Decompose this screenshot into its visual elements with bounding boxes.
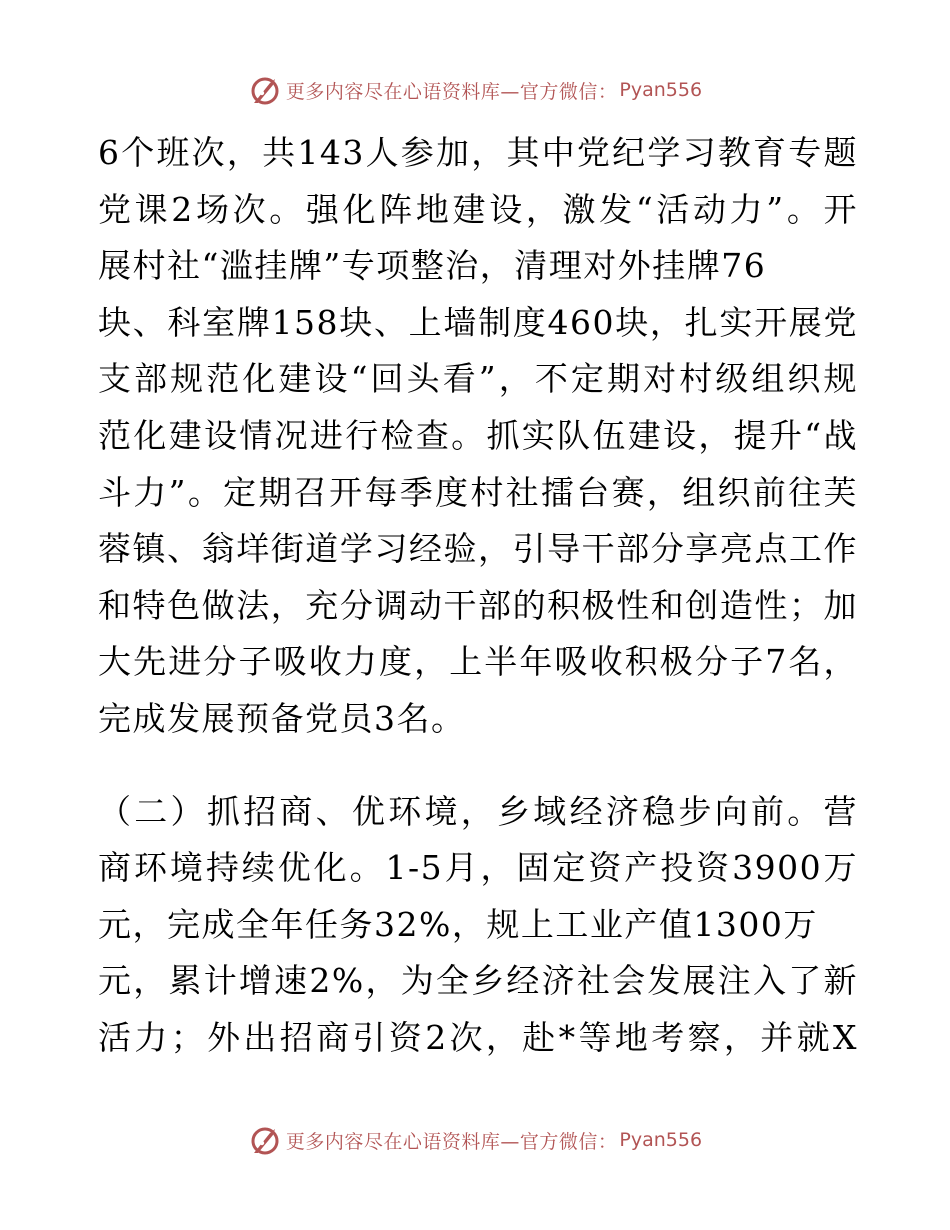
text-line: 完成发展预备党员3名。: [98, 698, 466, 738]
text-line: 党课2场次。强化阵地建设，激发“活动力”。开: [98, 189, 858, 229]
text-line: 和特色做法，充分调动干部的积极性和创造性；加: [98, 585, 858, 625]
text-line: 块、科室牌158块、上墙制度460块，扎实开展党: [98, 302, 858, 342]
text-line: 大先进分子吸收力度，上半年吸收积极分子7名，: [98, 642, 858, 682]
text-line: 支部规范化建设“回头看”，不定期对村级组织规: [98, 359, 858, 399]
text-line: 元，完成全年任务32%，规上工业产值1300万: [98, 904, 818, 944]
text-line: 展村社“滥挂牌”专项整治，清理对外挂牌76: [98, 246, 767, 286]
text-line: 元，累计增速2%，为全乡经济社会发展注入了新: [98, 961, 858, 1001]
pen-logo-icon: [248, 73, 282, 107]
text-line: 蓉镇、翁垟街道学习经验，引导干部分享亮点工作: [98, 529, 858, 569]
watermark-text: 更多内容尽在心语资料库—官方微信：: [285, 80, 618, 103]
footer-watermark: [0, 1120, 950, 1160]
text-line: 斗力”。定期召开每季度村社擂台赛，组织前往芙: [98, 472, 858, 512]
document-body: [98, 125, 858, 1067]
watermark-wechat-id: Pyan556: [619, 1129, 703, 1151]
watermark-wechat-id: Pyan556: [619, 79, 703, 101]
paragraph: [98, 784, 858, 1067]
text-line: 活力；外出招商引资2次，赴*等地考察，并就X: [98, 1017, 858, 1057]
watermark-text: 更多内容尽在心语资料库—官方微信：: [285, 1130, 618, 1153]
paragraph-spacer: [98, 748, 858, 784]
text-line: 6个班次，共143人参加，其中党纪学习教育专题: [98, 133, 858, 172]
text-line: 商环境持续优化。1-5月，固定资产投资3900万: [98, 848, 858, 888]
pen-logo-icon: [248, 1123, 282, 1157]
header-watermark: [0, 70, 950, 110]
text-line: 范化建设情况进行检查。抓实队伍建设，提升“战: [98, 415, 858, 455]
paragraph: [98, 125, 858, 748]
section-heading-line: （二）抓招商、优环境，乡域经济稳步向前。营: [98, 791, 858, 831]
